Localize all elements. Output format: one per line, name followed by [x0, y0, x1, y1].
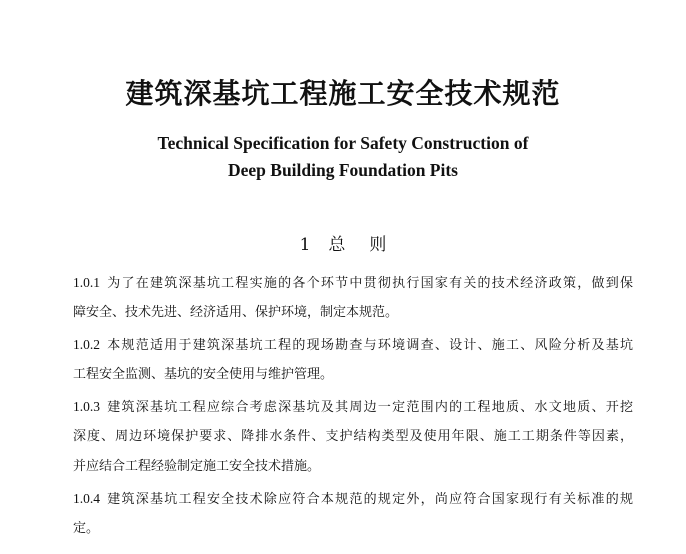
document-title-en-line1: Technical Specification for Safety Construction of	[157, 133, 529, 153]
chapter-heading	[0, 233, 686, 257]
clause-number: 1.0.2	[73, 337, 100, 352]
clause-text: 本规范适用于建筑深基坑工程的现场勘查与环境调查、设计、施工、风险分析及基坑	[106, 338, 633, 353]
clause-4-line-2: 定。	[73, 521, 100, 536]
clause-2-line-2: 工程安全监测、基坑的安全使用与维护管理。	[73, 367, 334, 382]
clause-3-line-2: 深度、周边环境保护要求、降排水条件、支护结构类型及使用年限、施工工期条件等因素，	[73, 429, 633, 444]
chapter-title-part2: 则	[369, 235, 387, 255]
clause-number: 1.0.1	[73, 275, 100, 290]
clause-3-line-3: 并应结合工程经验制定施工安全技术措施。	[73, 459, 321, 474]
chapter-title-part1: 总	[328, 235, 346, 255]
chapter-number: 1	[299, 235, 311, 255]
clause-text: 建筑深基坑工程应综合考虑深基坑及其周边一定范围内的工程地质、水文地质、开挖	[106, 400, 633, 415]
clause-1-line-1	[73, 272, 633, 294]
clause-number: 1.0.3	[73, 399, 100, 414]
clause-text: 建筑深基坑工程安全技术除应符合本规范的规定外，尚应符合国家现行有关标准的规	[106, 492, 633, 507]
clause-text: 为了在建筑深基坑工程实施的各个环节中贯彻执行国家有关的技术经济政策，做到保	[106, 276, 633, 291]
clause-2-line-1	[73, 334, 633, 356]
clause-number: 1.0.4	[73, 491, 100, 506]
clause-3-line-1	[73, 396, 633, 418]
document-title-en-line2: Deep Building Foundation Pits	[228, 160, 458, 180]
document-title-cn: 建筑深基坑工程施工安全技术规范	[125, 77, 561, 110]
clause-1-line-2: 障安全、技术先进、经济适用、保护环境，制定本规范。	[73, 305, 399, 320]
clause-4-line-1	[73, 488, 633, 510]
